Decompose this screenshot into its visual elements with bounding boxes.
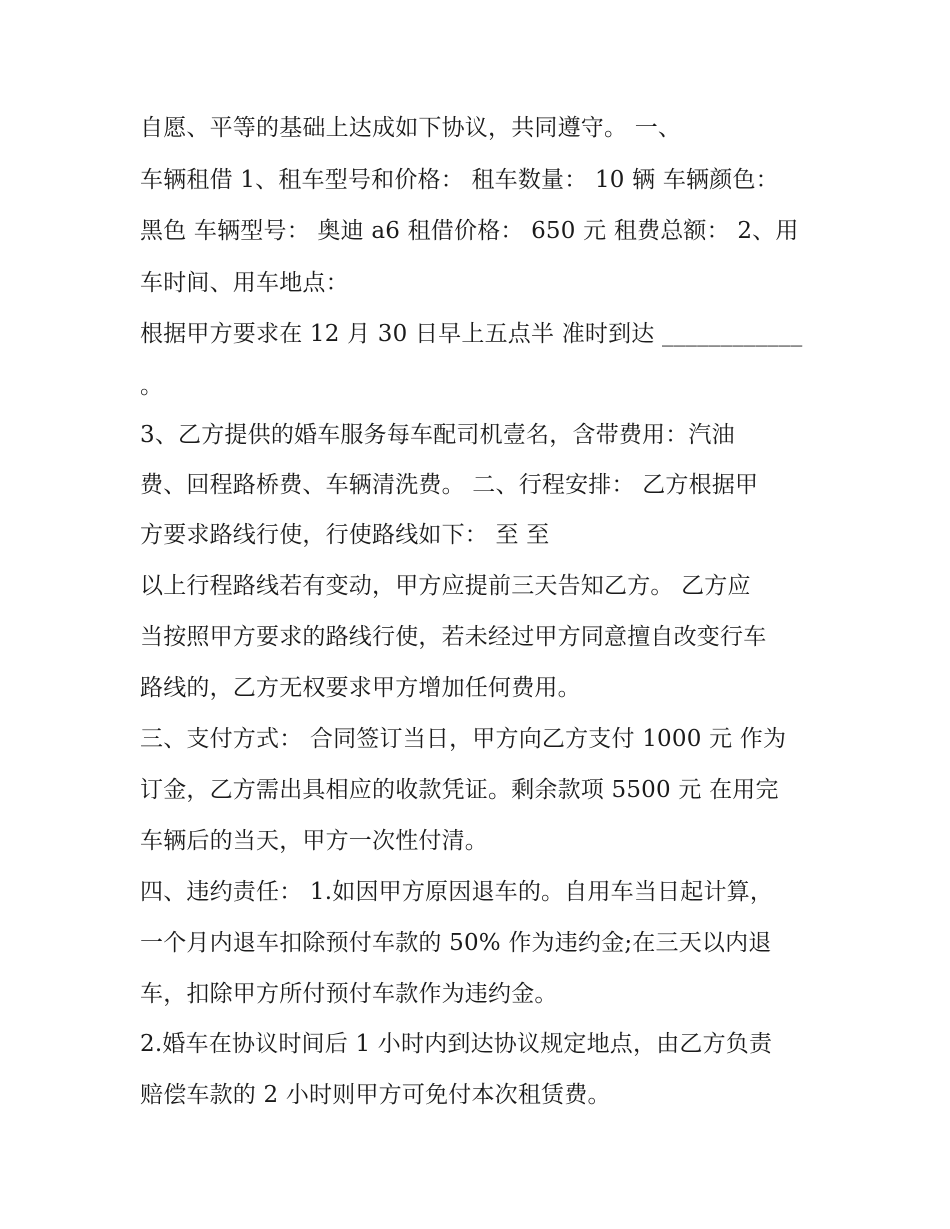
text-line: 方要求路线行使，行使路线如下： 至 至: [140, 522, 550, 548]
text-line: 一个月内退车扣除预付车款的 50% 作为违约金;在三天以内退: [140, 930, 772, 956]
text-line: 黑色 车辆型号： 奥迪 a6 租借价格： 650 元 租费总额： 2、用: [140, 218, 799, 244]
text-line: 订金，乙方需出具相应的收款凭证。剩余款项 5500 元 在用完: [140, 777, 779, 803]
text-line: 2.婚车在协议时间后 1 小时内到达协议规定地点，由乙方负责: [140, 1031, 773, 1057]
text-line: 车时间、用车地点：: [140, 270, 349, 296]
text-line: 费、回程路桥费、车辆清洗费。 二、行程安排： 乙方根据甲: [140, 472, 759, 498]
text-line: 车辆租借 1、租车型号和价格： 租车数量： 10 辆 车辆颜色：: [140, 167, 779, 193]
text-line: 路线的，乙方无权要求甲方增加任何费用。: [140, 675, 581, 701]
text-line: 以上行程路线若有变动，甲方应提前三天告知乙方。 乙方应: [140, 573, 751, 599]
text-line: 三、支付方式： 合同签订当日，甲方向乙方支付 1000 元 作为: [140, 726, 787, 752]
text-line: 车，扣除甲方所付预付车款作为违约金。: [140, 981, 558, 1007]
text-line: 根据甲方要求在 12 月 30 日早上五点半 准时到达 ____________: [140, 321, 803, 347]
text-line: 赔偿车款的 2 小时则甲方可免付本次租赁费。: [140, 1082, 611, 1108]
text-line: 。: [140, 373, 164, 399]
text-line: 车辆后的当天，甲方一次性付清。: [140, 828, 488, 854]
text-line: 3、乙方提供的婚车服务每车配司机壹名，含带费用：汽油: [140, 422, 735, 448]
text-line: 四、违约责任： 1.如因甲方原因退车的。自用车当日起计算，: [140, 879, 774, 905]
text-line: 当按照甲方要求的路线行使，若未经过甲方同意擅自改变行车: [140, 624, 767, 650]
text-line: 自愿、平等的基础上达成如下协议，共同遵守。 一、: [140, 115, 682, 141]
